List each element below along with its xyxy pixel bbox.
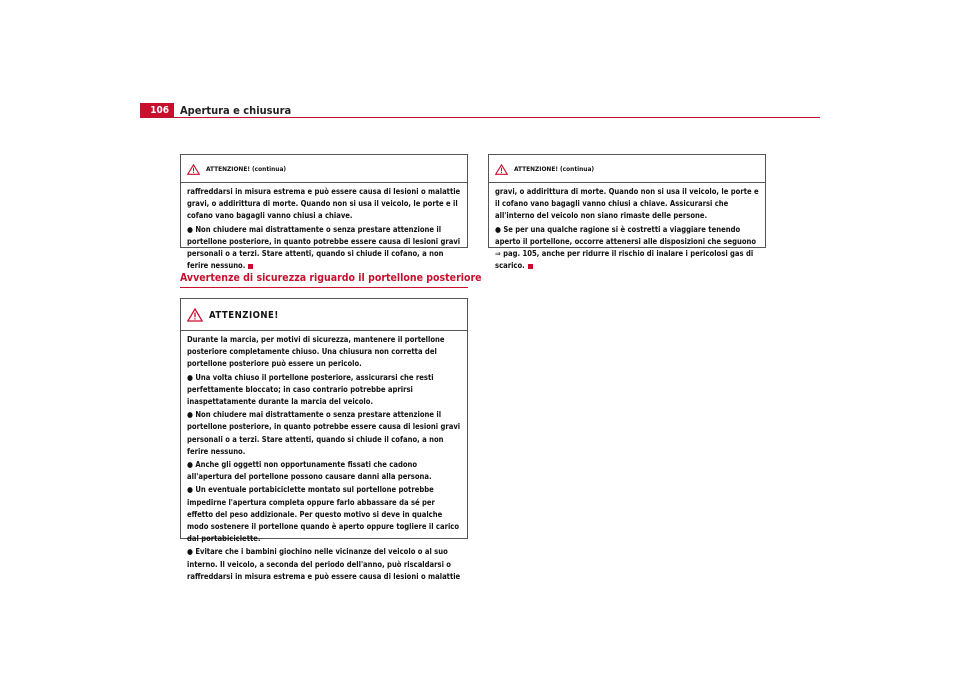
warning-bullet [187, 546, 463, 583]
warning-bullet-text: Se per una qualche ragione si è costretti a viaggiare tenendo aperto il portellone, occorre attenersi alle disposizioni che seguono [495, 224, 757, 246]
warning-bullet-text: Non chiudere mai distrattamente o senza prestare attenzione il portellone posteriore, in quanto potrebbe essere causa di lesioni gravi personali o a terzi. Stare attenti, quando si chiude il cofano, a non ferire nessuno. [187, 224, 461, 271]
warning-triangle-icon [187, 164, 200, 175]
warning-box-body [489, 182, 765, 275]
warning-box-body [181, 182, 467, 275]
warning-bullet [187, 409, 463, 458]
section-title: Avvertenze di sicurezza riguardo il portellone posteriore [180, 272, 482, 284]
arrow-icon: ⇒ [495, 249, 501, 259]
page-number: 106 [140, 103, 174, 118]
warning-paragraph: gravi, o addirittura di morte. Quando non si usa il veicolo, le porte e il cofano vano bagagli vanno chiusi a chiave. Assicurarsi che all'interno del veicolo non siano rimaste delle persone. [495, 187, 759, 221]
bullet-icon: ● [187, 224, 196, 234]
warning-bullet-text: Anche gli oggetti non opportunamente fissati che cadono all'apertura del portellone possono causare danni alla persona. [187, 460, 432, 482]
warning-bullet-text: Non chiudere mai distrattamente o senza prestare attenzione il portellone posteriore, in quanto potrebbe essere causa di lesioni gravi personali o a terzi. Stare attenti, quando si chiude il cofano, a non ferire nessuno. [187, 410, 461, 456]
page-reference-link[interactable]: pag. 105 [503, 249, 537, 259]
end-of-section-icon [248, 264, 253, 269]
bullet-icon: ● [187, 547, 196, 557]
bullet-icon: ● [187, 410, 196, 420]
warning-bullet-tail: , anche per ridurre il rischio di inalare i pericolosi gas di scarico. [495, 249, 754, 271]
warning-box-continued-left [180, 154, 468, 271]
warning-bullet [187, 224, 463, 273]
bullet-icon: ● [187, 460, 196, 470]
warning-bullet [187, 459, 463, 483]
warning-triangle-icon [495, 164, 508, 175]
header-rule [174, 117, 820, 118]
warning-box-header [181, 155, 467, 182]
warning-box-body [181, 330, 467, 586]
end-of-section-icon [528, 264, 533, 269]
warning-box-heading: ATTENZIONE! [209, 309, 279, 321]
warning-bullet [187, 484, 463, 545]
warning-box-heading: ATTENZIONE! (continua) [514, 165, 595, 173]
warning-intro: Durante la marcia, per motivi di sicurezza, mantenere il portellone posteriore completamente chiuso. Una chiusura non corretta del portellone posteriore può essere un pericolo. [187, 335, 445, 369]
bullet-icon: ● [187, 372, 196, 382]
warning-paragraph: raffreddarsi in misura estrema e può essere causa di lesioni o malattie gravi, o addirittura di morte. Quando non si usa il veicolo, le porte e il cofano vano bagagli vanno chiusi a chiave. [187, 187, 461, 221]
chapter-title: Apertura e chiusura [180, 104, 292, 117]
warning-box-header [489, 155, 765, 182]
warning-box-continued-right [488, 154, 766, 271]
warning-triangle-icon [187, 308, 203, 322]
warning-bullet [495, 224, 761, 273]
warning-bullet [187, 372, 463, 409]
section-rule [180, 287, 468, 288]
bullet-icon: ● [495, 224, 504, 234]
warning-bullet-text: Evitare che i bambini giochino nelle vicinanze del veicolo o al suo interno. Il veicolo, a seconda del periodo dell'anno, può riscaldarsi o raffreddarsi in misura estrema e può essere causa di lesioni o malattie [187, 547, 461, 581]
warning-box-heading: ATTENZIONE! (continua) [206, 165, 287, 173]
warning-bullet-text: Una volta chiuso il portellone posteriore, assicurarsi che resti perfettamente bloccato; in caso contrario potrebbe aprirsi inaspettatamente durante la marcia del veicolo. [187, 372, 434, 407]
warning-bullet-text: Un eventuale portabiciclette montato sul portellone potrebbe impedirne l'apertura completa oppure farlo abbassare da sé per effetto del peso addizionale. Per questo motivo si deve in qualche modo sostenere il portellone quando è aperto oppure togliere il carico dal portabiciclette. [187, 485, 460, 544]
warning-box-main [180, 298, 468, 581]
warning-box-header [181, 299, 467, 330]
bullet-icon: ● [187, 485, 196, 495]
